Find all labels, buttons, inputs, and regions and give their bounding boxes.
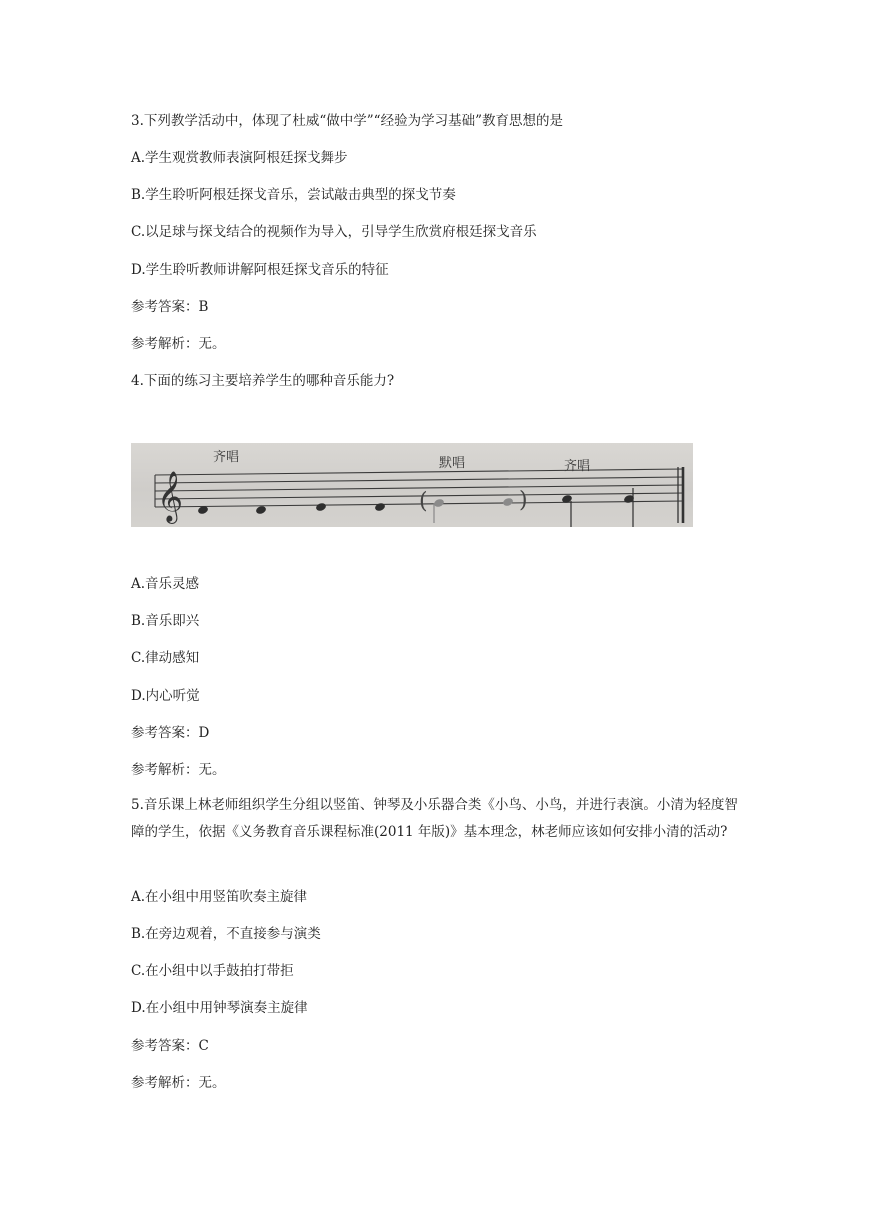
q4-analysis: 参考解析：无。: [131, 762, 226, 778]
note-3: [315, 502, 327, 512]
note-6: [502, 497, 514, 507]
note-5: [433, 498, 445, 508]
q4-answer: 参考答案：D: [131, 725, 210, 741]
q3-analysis: 参考解析：无。: [131, 336, 226, 352]
q3-stem: 3.下列教学活动中，体现了杜威“做中学”“经验为学习基础”教育思想的是: [131, 113, 563, 129]
q4-option-b: B.音乐即兴: [131, 613, 200, 629]
final-barline: [678, 467, 683, 523]
open-paren-icon: (: [419, 489, 428, 514]
q3-option-c: C.以足球与探戈结合的视频作为导入，引导学生欣赏府根廷探戈音乐: [131, 224, 537, 240]
close-paren-icon: ): [519, 488, 528, 513]
score-label-1: 齐唱: [213, 450, 240, 465]
q4-option-c: C.律动感知: [131, 650, 200, 666]
q5-option-d: D.在小组中用钟琴演奏主旋律: [131, 1000, 308, 1016]
q3-option-a: A.学生观赏教师表演阿根廷探戈舞步: [131, 150, 348, 166]
score-label-3: 齐唱: [564, 459, 591, 474]
q3-option-d: D.学生聆听教师讲解阿根廷探戈音乐的特征: [131, 262, 389, 278]
q3-option-b: B.学生聆听阿根廷探戈音乐，尝试敲击典型的探戈节奏: [131, 187, 456, 203]
q5-option-c: C.在小组中以手鼓拍打带拒: [131, 963, 294, 979]
q4-stem: 4.下面的练习主要培养学生的哪种音乐能力?: [131, 373, 395, 389]
q4-option-d: D.内心听觉: [131, 688, 200, 704]
note-4: [374, 502, 386, 512]
music-score-image: [131, 443, 693, 527]
q4-option-a: A.音乐灵感: [131, 576, 200, 592]
q3-answer: 参考答案：B: [131, 299, 209, 315]
score-label-2: 默唱: [439, 456, 466, 471]
note-2: [255, 505, 267, 515]
treble-clef-icon: 𝄞: [157, 471, 184, 522]
q5-stem: 5.音乐课上林老师组织学生分组以竖笛、钟琴及小乐器合类《小鸟、小鸟，并进行表演。小清为轻度智障的学生，依据《义务教育音乐课程标准(2011 年版)》基本理念，林老师应该如何安排小清的活动?: [131, 797, 738, 840]
q5-option-b: B.在旁边观着，不直接参与演类: [131, 926, 321, 942]
q5-answer: 参考答案：C: [131, 1038, 209, 1054]
q5-analysis: 参考解析：无。: [131, 1075, 226, 1091]
q5-option-a: A.在小组中用竖笛吹奏主旋律: [131, 889, 308, 905]
